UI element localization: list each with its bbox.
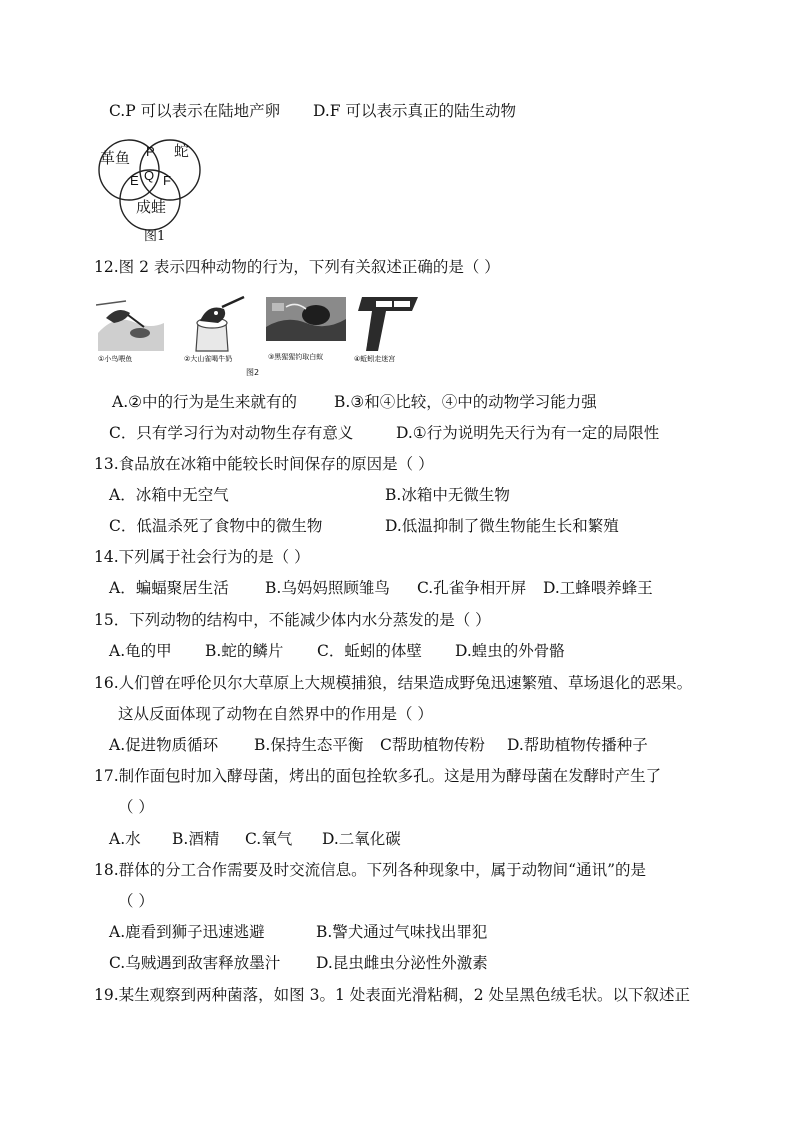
figure-2: [96, 293, 426, 375]
q12-option-d: D.①行为说明先天行为有一定的局限性: [396, 424, 660, 442]
q12-stem: 12.图 2 表示四种动物的行为，下列有关叙述正确的是（ ）: [94, 258, 500, 276]
q17-stem-line-1: 17.制作面包时加入酵母菌，烤出的面包拴软多孔。这是用为酵母菌在发酵时产生了: [94, 767, 662, 785]
q14-option-a: A．蝙蝠聚居生活: [109, 579, 229, 597]
earthworm-maze-image: [352, 293, 422, 365]
venn-label-bottom: 成蛙: [136, 198, 167, 216]
venn-label-q: Q: [144, 168, 155, 183]
chimpanzee-termites-image: [266, 297, 346, 365]
q18-option-b: B.警犬通过气味找出罪犯: [316, 923, 488, 941]
q16-option-d: D.帮助植物传播种子: [507, 736, 648, 754]
tit-drinking-milk-image: [182, 293, 252, 365]
q14-option-c: C.孔雀争相开屏: [417, 579, 527, 597]
q19-stem-line-1: 19.某生观察到两种菌落，如图 3。1 处表面光滑粘稠，2 处呈黑色绒毛状。以下叙述正: [94, 986, 691, 1004]
image-3-caption: ③黑猩猩钓取白蚁: [268, 353, 324, 361]
venn-label-f: F: [163, 173, 171, 188]
venn-diagram-figure-1: [96, 134, 208, 246]
q17-stem-line-2: （ ）: [118, 798, 154, 816]
q11-option-d: D.F 可以表示真正的陆生动物: [313, 102, 516, 120]
figure-1-caption: 图1: [144, 229, 166, 244]
image-1-caption: ①小鸟喂鱼: [98, 355, 133, 363]
q13-option-c: C．低温杀死了食物中的微生物: [109, 517, 323, 535]
q13-option-d: D.低温抑制了微生物能生长和繁殖: [385, 517, 619, 535]
q18-option-d: D.昆虫雌虫分泌性外激素: [316, 954, 488, 972]
image-2-caption: ②大山雀喝牛奶: [184, 355, 233, 363]
q14-stem: 14.下列属于社会行为的是（ ）: [94, 548, 310, 566]
q17-option-d: D.二氧化碳: [322, 830, 401, 848]
q11-option-c: C.P 可以表示在陆地产卵: [109, 102, 281, 120]
q15-option-d: D.蝗虫的外骨骼: [455, 642, 565, 660]
q15-option-c: C．蚯蚓的体壁: [317, 642, 422, 660]
q17-option-c: C.氧气: [245, 830, 293, 848]
q12-option-a: A.②中的行为是生来就有的: [112, 393, 298, 411]
q14-option-b: B.乌妈妈照顾雏鸟: [265, 579, 390, 597]
q18-option-c: C.乌贼遇到敌害释放墨汁: [109, 954, 281, 972]
q13-option-a: A．冰箱中无空气: [109, 486, 229, 504]
venn-label-p: P: [146, 144, 155, 159]
q15-option-a: A.龟的甲: [109, 642, 172, 660]
bird-feeding-fish-image: [96, 293, 166, 365]
q18-stem-line-1: 18.群体的分工合作需要及时交流信息。下列各种现象中，属于动物间“通讯”的是: [94, 861, 647, 879]
q18-option-a: A.鹿看到狮子迅速逃避: [109, 923, 265, 941]
q13-stem: 13.食品放在冰箱中能较长时间保存的原因是（ ）: [94, 455, 434, 473]
figure-2-caption: 图2: [246, 368, 260, 377]
venn-label-left: 革鱼: [100, 149, 131, 167]
q12-option-b: B.③和④比较，④中的动物学习能力强: [334, 393, 597, 411]
q17-option-a: A.水: [109, 830, 141, 848]
q16-stem-line-1: 16.人们曾在呼伦贝尔大草原上大规模捕狼，结果造成野兔迅速繁殖、草场退化的恶果。: [94, 674, 693, 692]
q17-option-b: B.酒精: [172, 830, 220, 848]
venn-label-e: E: [130, 173, 139, 188]
q16-option-a: A.促进物质循环: [109, 736, 219, 754]
q16-option-b: B.保持生态平衡: [254, 736, 364, 754]
q18-stem-line-2: （ ）: [118, 892, 154, 910]
q16-stem-line-2: 这从反面体现了动物在自然界中的作用是（ ）: [118, 705, 433, 723]
q15-stem: 15．下列动物的结构中，不能减少体内水分蒸发的是（ ）: [94, 611, 491, 629]
venn-label-right: 蛇: [174, 142, 190, 160]
q16-option-c: C帮助植物传粉: [380, 736, 485, 754]
q14-option-d: D.工蜂喂养蜂王: [543, 579, 653, 597]
q15-option-b: B.蛇的鳞片: [205, 642, 284, 660]
image-4-caption: ④蚯蚓走迷宫: [354, 355, 396, 363]
q13-option-b: B.冰箱中无微生物: [385, 486, 510, 504]
q12-option-c: C．只有学习行为对动物生存有意义: [109, 424, 354, 442]
